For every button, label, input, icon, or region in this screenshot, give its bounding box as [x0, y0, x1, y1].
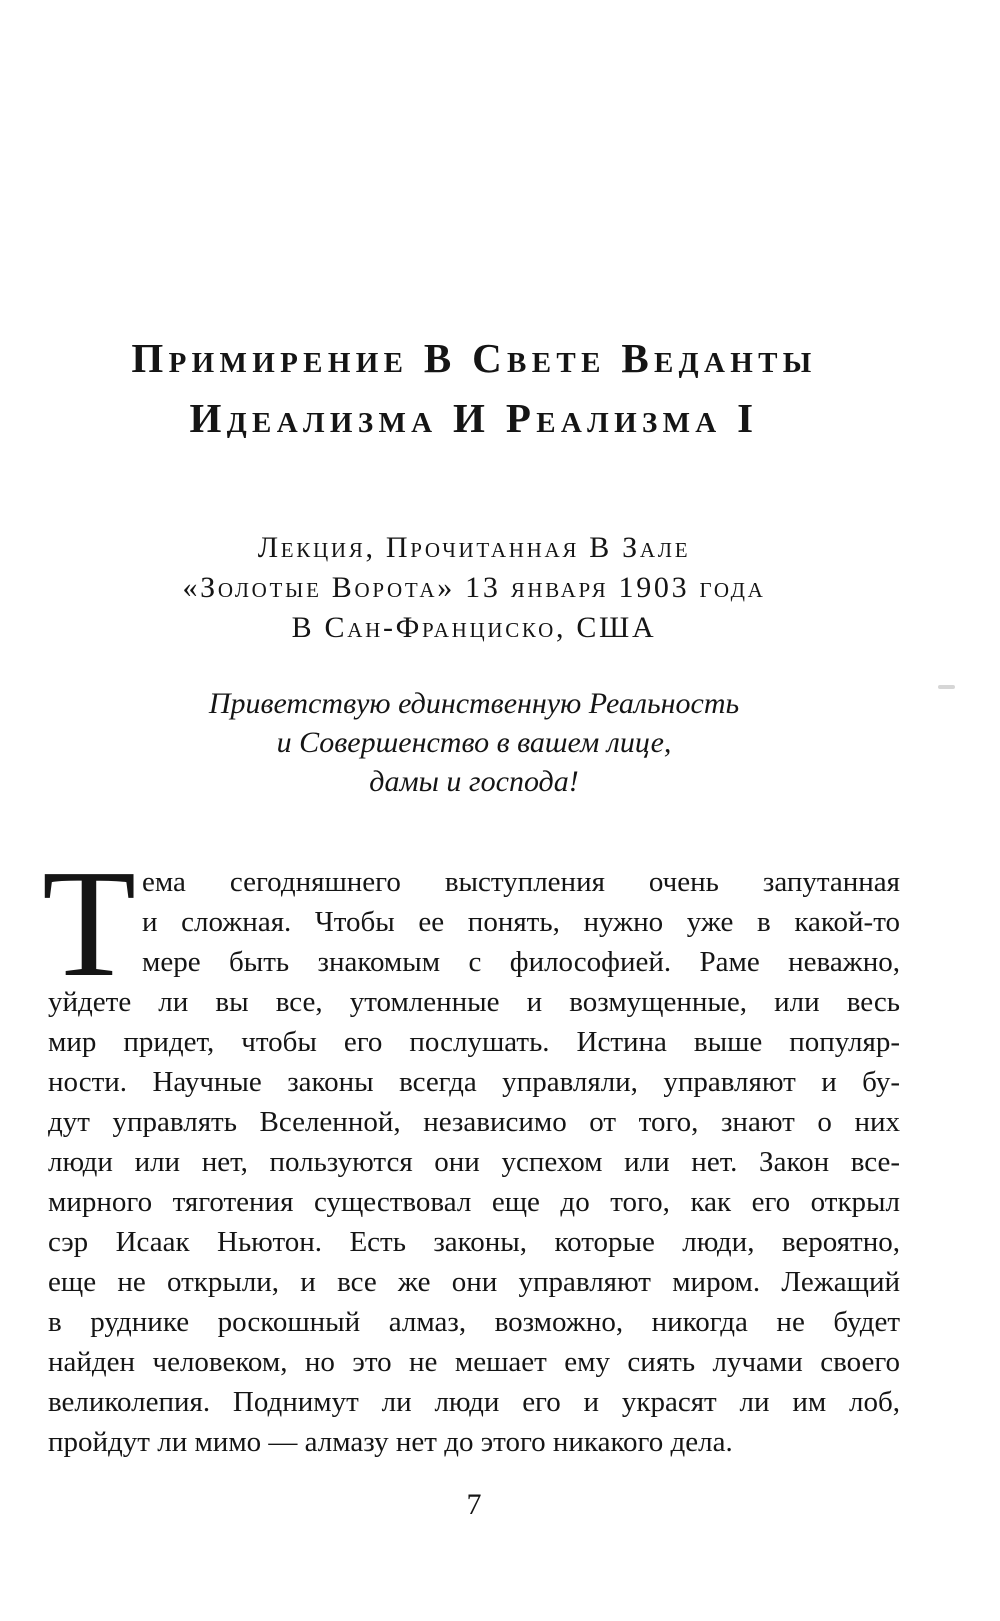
- page-number: 7: [466, 1488, 482, 1521]
- title-line: Идеализма И Реализма I: [189, 395, 759, 441]
- body-line: и сложная. Чтобы ее понять, нужно уже в какой-то: [142, 906, 900, 938]
- scan-artifact: [938, 685, 955, 689]
- body-line: ема сегодняшнего выступления очень запутанная: [142, 866, 900, 898]
- drop-cap: Т: [42, 839, 137, 1009]
- body-line: дут управлять Вселенной, независимо от того, знают о них: [48, 1106, 900, 1138]
- body-line: уйдете ли вы все, утомленные и возмущенные, или весь: [48, 986, 900, 1018]
- subtitle-line: В Сан-Франциско, США: [291, 611, 657, 644]
- body-line: сэр Исаак Ньютон. Есть законы, которые люди, вероятно,: [48, 1226, 900, 1258]
- subtitle-line: «Золотые Ворота» 13 января 1903 года: [182, 571, 766, 604]
- body-line: найден человеком, но это не мешает ему сиять лучами своего: [48, 1346, 900, 1378]
- body-line: пройдут ли мимо — алмазу нет до этого никакого дела.: [48, 1426, 733, 1458]
- body-line: ности. Научные законы всегда управляли, управляют и бу-: [48, 1066, 900, 1098]
- body-line: мирного тяготения существовал еще до того, как его открыл: [48, 1186, 900, 1218]
- body-line: мере быть знакомым с философией. Раме неважно,: [142, 946, 900, 978]
- page-title: [48, 328, 900, 448]
- title-line: Примирение В Свете Веданты: [131, 335, 817, 381]
- body-paragraph: [42, 839, 900, 1462]
- body-line: мир придет, чтобы его послушать. Истина выше популяр-: [48, 1026, 900, 1058]
- epigraph-line: дамы и господа!: [369, 765, 579, 798]
- subtitle-line: Лекция, Прочитанная В Зале: [257, 531, 691, 564]
- epigraph-line: Приветствую единственную Реальность: [208, 687, 740, 720]
- lecture-subtitle: [48, 528, 900, 648]
- epigraph-line: и Совершенство в вашем лице,: [276, 726, 672, 759]
- body-line: в руднике роскошный алмаз, возможно, никогда не будет: [48, 1306, 900, 1338]
- body-line: еще не открыли, и все же они управляют миром. Лежащий: [48, 1266, 900, 1298]
- epigraph: [48, 684, 900, 801]
- body-line: великолепия. Поднимут ли люди его и украсят ли им лоб,: [48, 1386, 900, 1418]
- body-line: люди или нет, пользуются они успехом или нет. Закон все-: [48, 1146, 900, 1178]
